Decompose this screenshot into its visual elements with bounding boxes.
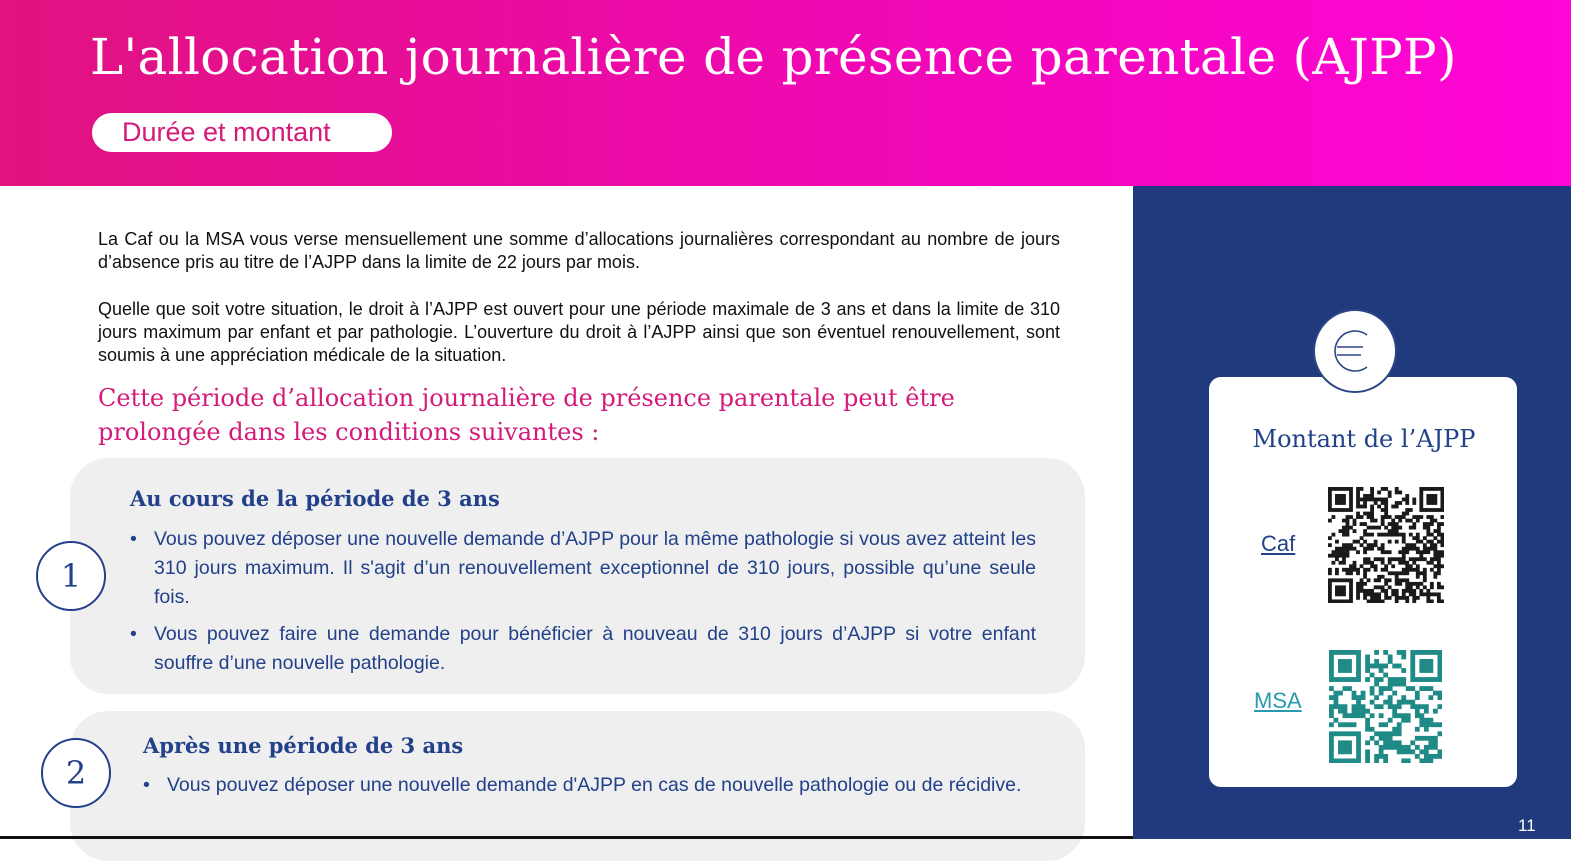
msa-qr-code-icon[interactable]	[1329, 650, 1442, 763]
intro-paragraph-2: Quelle que soit votre situation, le droit à l’AJPP est ouvert pour une période maximale de 3 ans et dans la limite de 310 jours maximum par enfant et par pathologie. L’ouverture du droit à l’AJPP ainsi que son éventuel renouvellement, sont soumis à une appréciation médicale de la situation.	[98, 299, 1060, 365]
intro-paragraph-1: La Caf ou la MSA vous verse mensuellement une somme d’allocations journalières correspondant au nombre de jours d’absence pris au titre de l’AJPP dans la limite de 22 jours par mois.	[98, 229, 1060, 272]
bullet-dot: •	[130, 528, 137, 550]
bullet-text: Vous pouvez déposer une nouvelle demande d’AJPP pour la même pathologie si vous avez atteint les 310 jours maximum. Il s'agit d’un renouvellement exceptionnel de 310 jours, possible qu’une seule fois.	[154, 528, 1036, 608]
highlight-text: Cette période d’allocation journalière de présence parentale peut être prolongée dans les conditions suivantes :	[98, 384, 955, 446]
case-number-1: 1	[36, 541, 106, 611]
case-2-bullet-1	[143, 771, 1027, 800]
case-title-2: Après une période de 3 ans	[143, 733, 464, 758]
msa-link[interactable]: MSA	[1254, 688, 1302, 713]
bullet-text: Vous pouvez faire une demande pour bénéficier à nouveau de 310 jours d’AJPP si votre enfant souffre d’une nouvelle pathologie.	[154, 623, 1036, 674]
amount-heading: Montant de l’AJPP	[1252, 425, 1476, 453]
case-1-bullet-1	[130, 525, 1036, 612]
euro-icon	[1313, 309, 1397, 393]
bullet-dot: •	[143, 774, 150, 796]
bullet-dot: •	[130, 623, 137, 645]
page-number: 11	[1518, 816, 1536, 835]
case-number-2: 2	[41, 738, 111, 808]
bullet-text: Vous pouvez déposer une nouvelle demande d'AJPP en cas de nouvelle pathologie ou de récidive.	[167, 774, 1022, 796]
caf-link[interactable]: Caf	[1261, 531, 1296, 556]
page-title: L'allocation journalière de présence parentale (AJPP)	[90, 28, 1457, 86]
subtitle: Durée et montant	[122, 117, 331, 147]
caf-qr-code-icon[interactable]	[1328, 487, 1444, 603]
case-title-1: Au cours de la période de 3 ans	[130, 486, 500, 511]
case-1-bullet-2	[130, 620, 1036, 678]
